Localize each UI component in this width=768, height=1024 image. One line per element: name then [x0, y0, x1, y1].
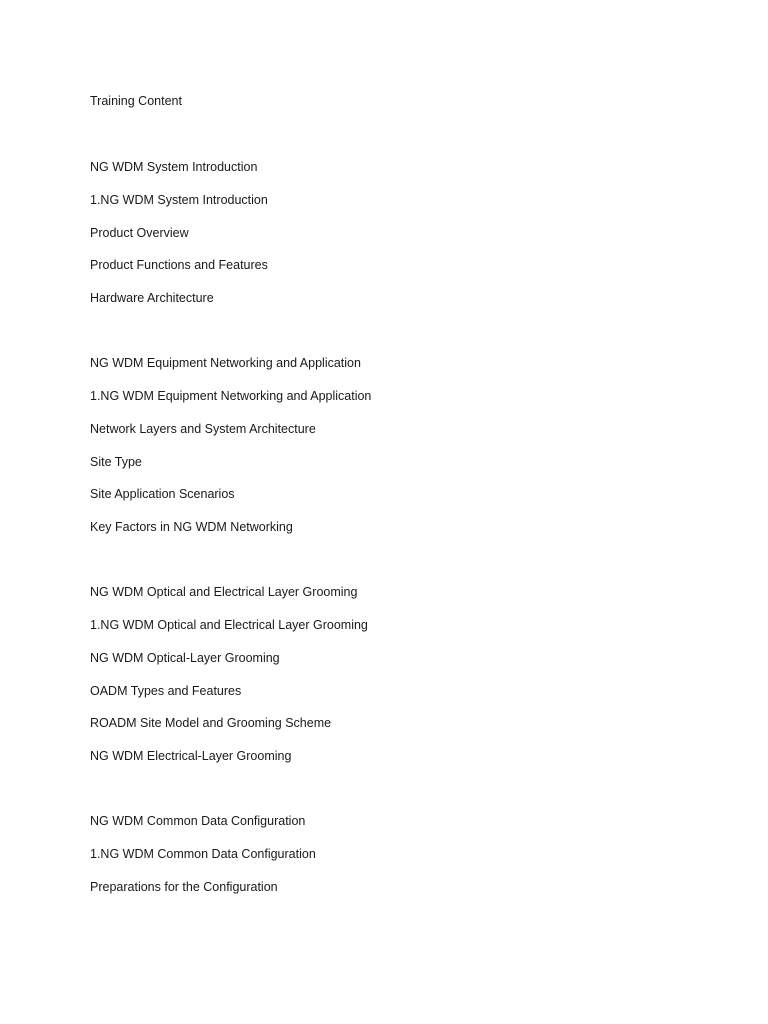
section-item: Product Overview: [90, 225, 189, 240]
section-item: Site Application Scenarios: [90, 487, 235, 502]
section-item: Site Type: [90, 454, 142, 469]
section-heading: NG WDM System Introduction: [90, 160, 258, 174]
section-heading: NG WDM Equipment Networking and Application: [90, 356, 361, 371]
document-title: Training Content: [90, 94, 182, 108]
section-item: Hardware Architecture: [90, 291, 214, 306]
document-page: [90, 93, 730, 944]
section-item: ROADM Site Model and Grooming Scheme: [90, 716, 332, 731]
section-system-introduction: [90, 159, 730, 306]
section-item: NG WDM Optical-Layer Grooming: [90, 650, 280, 665]
section-item: 1.NG WDM Optical and Electrical Layer Grooming: [90, 617, 368, 632]
section-item: Key Factors in NG WDM Networking: [90, 520, 293, 535]
section-heading: NG WDM Common Data Configuration: [90, 814, 306, 829]
section-item: Product Functions and Features: [90, 258, 268, 273]
section-heading: NG WDM Optical and Electrical Layer Grooming: [90, 585, 358, 600]
section-item: Preparations for the Configuration: [90, 879, 278, 894]
section-item: Network Layers and System Architecture: [90, 421, 316, 436]
section-data-configuration: [90, 813, 730, 895]
section-networking-application: [90, 355, 730, 535]
section-item: 1.NG WDM Equipment Networking and Application: [90, 388, 372, 403]
section-layer-grooming: [90, 584, 730, 764]
section-item: NG WDM Electrical-Layer Grooming: [90, 749, 292, 764]
section-item: 1.NG WDM System Introduction: [90, 192, 268, 207]
section-item: OADM Types and Features: [90, 683, 242, 698]
section-item: 1.NG WDM Common Data Configuration: [90, 846, 316, 861]
